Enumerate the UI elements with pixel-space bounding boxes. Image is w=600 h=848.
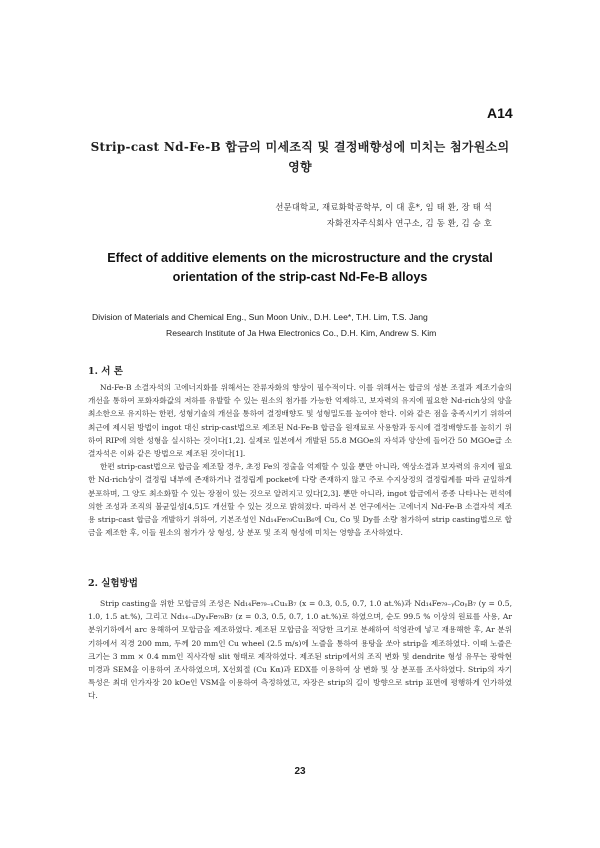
korean-title-line1: Strip-cast Nd-Fe-B 합금의 미세조직 및 결정배향성에 미치는 첨가원소의: [90, 140, 510, 154]
section-1-paragraph-1: Nd-Fe-B 소결자석의 고에너지화를 위해서는 잔류자화의 향상이 필수적이다. 이를 위해서는 합금의 성분 조절과 제조기술의 개선을 통하여 포화자화값의 저하를 유발할 수 있는 원소의 첨가를 가능한 억제하고, 보자력의 유지에 필요한 Nd-rich상의 양을 최소한으로 유지하는 한편, 성형기술의 개선을 통하여 결정배향도 및 성형밀도를 높여야 한다. 이와 같은 점을 충족시키기 위하여 최근에 제시된 방법이 ingot 대신 strip-cast법으로 제조된 Nd-Fe-B 합금을 원재료로 사용함과 동시에 결정배향도를 높히기 위하여 RIP에 의한 성형을 실시하는 것이다[1,2]. 실제로 일본에서 개발된 55.8 MGOe의 자석과 양산에 들어간 50 MGOe급 소결자석은 이와 같은 방법으로 제조된 것이다[1].: [88, 383, 512, 459]
english-title: [60, 249, 540, 287]
korean-title: [80, 137, 520, 177]
english-affiliation-line2: Research Institute of Ja Hwa Electronics Co., D.H. Kim, Andrew S. Kim: [166, 328, 437, 338]
korean-authors-line1: 선문대학교, 재료화학공학부, 이 대 훈*, 임 태 환, 장 태 석: [275, 202, 492, 212]
section-1-paragraph-2: 한편 strip-cast법으로 합금을 제조할 경우, 초정 Fe의 정출을 억제할 수 있을 뿐만 아니라, 액상소결과 보자력의 유지에 필요한 Nd-rich상이 결정립 내부에 존재하거나 결정립계 pocket에 다량 존재하지 않고 주로 수지상정의 결정립계를 따라 균일하게 분포하며, 그 양도 최소화할 수 있는 장점이 있는 것으로 알려지고 있다[2,3]. 뿐만 아니라, ingot 합금에서 종종 나타나는 편석에 의한 조성과 조직의 불균일성[4,5]도 개선할 수 있는 것으로 밝혀졌다. 따라서 본 연구에서는 고에너지 Nd-Fe-B 소결자석 제조용 strip-cast 합금을 개발하기 위하여, 기본조성인 Nd₁₄Fe₇₉Cu₁B₆에 Cu, Co 및 Dy를 소량 첨가하여 strip casting법으로 합금을 제조한 후, 이들 원소의 첨가가 상 형성, 상 분포 및 조직 형성에 미치는 영향을 조사하였다.: [88, 462, 512, 538]
section-1-body: [88, 381, 512, 539]
english-title-line2: orientation of the strip-cast Nd-Fe-B alloys: [172, 270, 428, 284]
section-1-heading: 1. 서 론: [88, 366, 123, 377]
abstract-code: A14: [487, 105, 513, 121]
section-2-heading: 2. 실험방법: [88, 578, 138, 589]
page-number: 23: [294, 766, 306, 777]
korean-authors-line2: 자화전자주식회사 연구소, 김 동 환, 김 승 호: [326, 218, 492, 228]
section-2-paragraph-1: Strip casting을 위한 모합금의 조성은 Nd₁₄Fe₇₉₋ₓCuₓB₇ (x = 0.3, 0.5, 0.7, 1.0 at.%)과 Nd₁₄Fe₇₉₋ᵧCoᵧB₇ (y = 0.5, 1.0, 1.5 at.%), 그리고 Nd₁₄₋ᵤDyᵤFe₇₉B₇ (z = 0.3, 0.5, 0.7, 1.0 at.%)로 하였으며, 순도 99.5 % 이상의 원료를 사용, Ar 분위기하에서 arc 용해하여 모합금을 제조하였다. 제조된 모합금을 적당한 크기로 분쇄하여 석영관에 넣고 재용해한 후, Ar 분위기하에서 직경 200 mm, 두께 20 mm인 Cu wheel (2.5 m/s)에 노즐을 통하여 용탕을 쏘아 strip을 제조하였다. 이때 노즐은 크기는 3 mm × 0.4 mm인 직사각형 slit 형태로 제작하였다. 제조된 strip에서의 조직 변화 및 dendrite 형성 유무는 광학현미경과 SEM을 이용하여 조사하였으며, X선회절 (Cu Kα)과 EDX를 이용하여 상 변화 및 상 분포를 조사하였다. Strip의 자기특성은 최대 인가자장 20 kOe인 VSM을 이용하여 측정하였고, 자장은 strip의 길이 방향으로 strip 표면에 평행하게 인가하였다.: [88, 599, 512, 701]
section-2-body: [88, 597, 512, 703]
english-title-line1: Effect of additive elements on the microstructure and the crystal: [107, 251, 493, 265]
english-affiliation-line1: Division of Materials and Chemical Eng., Sun Moon Univ., D.H. Lee*, T.H. Lim, T.S. Jang: [92, 312, 428, 322]
korean-title-line2: 영향: [288, 160, 312, 174]
